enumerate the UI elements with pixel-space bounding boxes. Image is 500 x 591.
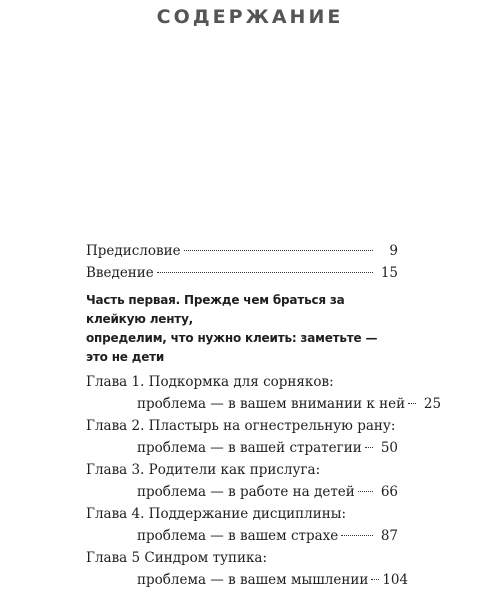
toc-chapter-1 [86,371,442,415]
toc-chapter-5 [86,547,409,591]
toc-chapter-3 [86,459,398,503]
chapter-title: Глава 1. Подкормка для сорняков: [86,374,334,390]
chapter-subtitle-row [86,437,398,459]
dot-leader [358,491,373,492]
dot-leader [157,272,373,273]
toc-entry-page: 9 [389,243,398,259]
toc-chapter-4 [86,503,398,547]
table-of-contents [86,240,442,591]
toc-entry-label: Предисловие [86,243,181,259]
chapter-subtitle: проблема — в вашем страхе [137,528,339,544]
chapter-title: Глава 3. Родители как прислуга: [86,462,321,478]
part-heading [86,291,398,367]
dot-leader [184,250,373,251]
chapter-subtitle: проблема — в вашем мышлении [137,572,369,588]
part-heading-line: Часть первая. Прежде чем браться за клейкую ленту, [86,293,345,326]
toc-entry-page: 104 [382,572,409,588]
chapter-subtitle-row [86,481,398,503]
chapter-subtitle-row [86,569,409,591]
dot-leader [408,403,416,404]
toc-entry-introduction [86,262,398,284]
toc-chapter-2 [86,415,398,459]
toc-entry-page: 50 [380,440,398,456]
chapter-subtitle: проблема — в вашем внимании к ней [137,396,406,412]
toc-entry-page: 15 [380,265,398,281]
chapter-subtitle-row [86,525,398,547]
toc-entry-page: 66 [380,484,398,500]
chapter-title: Глава 5 Синдром тупика: [86,550,268,566]
chapter-title: Глава 4. Поддержание дисциплины: [86,506,346,522]
toc-entry-preface [86,240,398,262]
dot-leader [365,447,373,448]
chapter-subtitle: проблема — в работе на детей [137,484,355,500]
toc-entry-page: 25 [423,396,442,412]
chapter-subtitle: проблема — в вашей стратегии [137,440,362,456]
toc-entry-label: Введение [86,265,154,281]
part-heading-line: определим, что нужно клеить: заметьте — это не дети [86,331,378,364]
toc-entry-page: 87 [380,528,398,544]
dot-leader [341,535,373,536]
page-title: СОДЕРЖАНИЕ [156,6,344,28]
dot-leader [371,579,379,580]
chapter-title: Глава 2. Пластырь на огнестрельную рану: [86,418,396,434]
chapter-subtitle-row [86,393,442,415]
